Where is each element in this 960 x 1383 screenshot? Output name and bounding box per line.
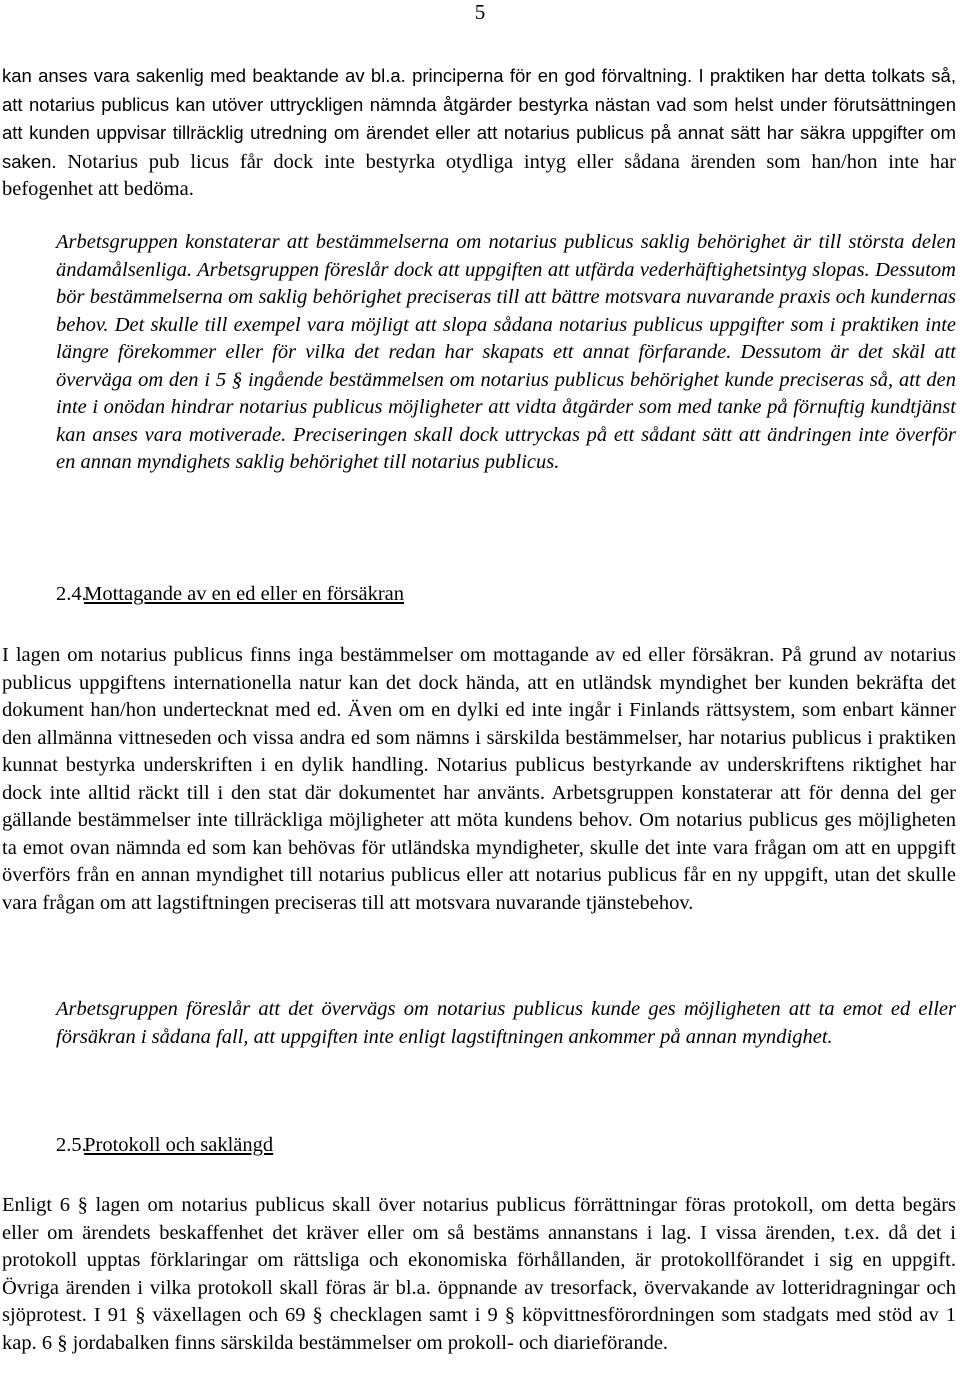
section-title: Mottagande av en ed eller en försäkran xyxy=(84,583,405,605)
body-paragraph-2-5: Enligt 6 § lagen om notarius publicus skall över notarius publicus förrättningar föras protokoll, om detta begärs eller om ärendets beskaffenhet det kräver eller om så bestäms annanstans i lag. I vissa ärenden, t.ex. då det i protokoll upptas förklaringar om rättsliga och ekonomiska förhållanden, är protokollförandet i sig en uppgift. Övriga ärenden i vilka protokoll skall föras är bl.a. öppnande av tresorfack, övervakande av lotteridragningar och sjöprotest. I 91 § växellagen och 69 § checklagen samt i 9 § köpvittnesförordningen som stadgats med stöd av 1 kap. 6 § jordabalken finns särskilda bestämmelser om prokoll- och diarieförande. xyxy=(2,1194,956,1354)
body-paragraph-2-4: I lagen om notarius publicus finns inga bestämmelser om mottagande av ed eller försäkran. På grund av notarius publicus uppgiftens internationella natur kan det dock hända, att en utländsk myndighet ber kunden bekräfta det dokument han/hon undertecknat med ed. Även om en dylki ed inte ingår i Finlands rättsystem, som enbart känner den allmänna vittneseden och vissa andra ed som nämns i särskilda bestämmelser, har notarius publicus i praktiken kunnat bestyrka underskriften i en dylik handling. Notarius publicus bestyrkande av underskriftens riktighet har dock inte alltid räckt till i den stat där dokumentet har använts. Arbetsgruppen konstaterar att för denna del ger gällande bestämmelser inte tillräckliga möjligheter att möta kundens behov. Om notarius publicus ges möjligheten ta emot ovan nämnda ed som kan behövas för utländska myndigheter, skulle det inte vara frågan om att en uppgift överförs från en annan myndighet till notarius publicus eller att notarius publicus får en ny uppgift, utan det skulle vara frågan om att lagstiftningen preciseras till att motsvara nuvarande tjänstebehov. xyxy=(2,644,956,914)
section-heading-2-5 xyxy=(56,1132,273,1159)
proposal-paragraph-2: Arbetsgruppen föreslår att det övervägs om notarius publicus kunde ges möjligheten att ta emot ed eller försäkran i sådana fall, att uppgiften inte enligt lagstiftningen ankommer på annan myndighet. xyxy=(56,998,956,1048)
section-number: 2.5. xyxy=(56,1134,87,1156)
intro-paragraph xyxy=(2,62,956,204)
intro-sans-text: kan anses vara sakenlig med beaktande av bl.a. principerna för en god förvaltning. I praktiken har detta tolkats så, att notarius publicus kan utöver uttryckligen nämnda åtgärder bestyrka nästan vad som helst under förutsättningen att kunden uppvisar tillräcklig utredning om ärendet eller att notarius publicus på annat sätt har säkra uppgifter om saken. xyxy=(2,65,956,172)
proposal-paragraph-1: Arbetsgruppen konstaterar att bestämmelserna om notarius publicus saklig behörighet är till största delen ändamålsenliga. Arbetsgruppen föreslår dock att uppgiften att utfärda vederhäftighetsintyg slopas. Dessutom bör bestämmelserna om saklig behörighet preciseras till att bättre motsvara nuvarande praxis och kundernas behov. Det skulle till exempel vara möjligt att slopa sådana notarius publicus uppgifter som i praktiken inte längre förekommer eller för vilka det redan har skapats ett annat förfarande. Dessutom är det skäl att överväga om den i 5 § ingående bestämmelsen om notarius publicus behörighet kunde preciseras så, att den inte i onödan hindrar notarius publicus möjligheter att vidta åtgärder som med tanke på förnuftig kundtjänst kan anses vara motiverade. Preciseringen skall dock uttryckas på ett sådant sätt att ändringen inte överför en annan myndighets saklig behörighet till notarius publicus. xyxy=(56,231,956,473)
section-heading-2-4 xyxy=(56,581,404,608)
intro-serif-text: Notarius pub licus får dock inte bestyrka otydliga intyg eller sådana ärenden som han/hon inte har befogenhet att bedöma. xyxy=(2,150,956,200)
page-number: 5 xyxy=(474,0,486,24)
section-title: Protokoll och saklängd xyxy=(84,1134,274,1156)
section-number: 2.4. xyxy=(56,583,87,605)
